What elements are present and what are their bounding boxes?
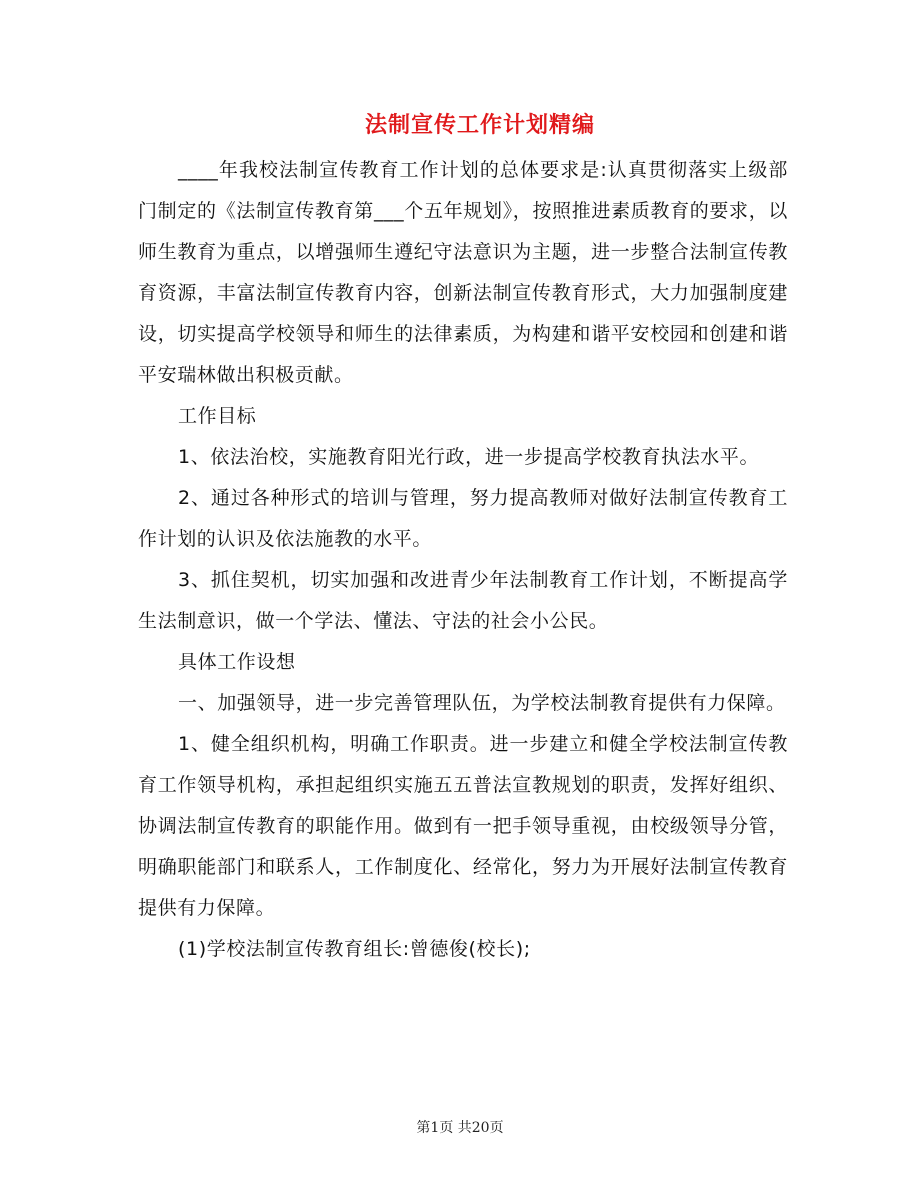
document-body [138,150,788,970]
heading-work-plan: 具体工作设想 [178,651,296,673]
paragraph-subitem-1: (1)学校法制宣传教育组长:曾德俊(校长); [178,938,531,960]
paragraph-goal-3: 3、抓住契机，切实加强和改进青少年法制教育工作计划，不断提高学生法制意识，做一个学法、懂法、守法的社会小公民。 [138,569,788,632]
page-number: 第1页 共20页 [416,1120,504,1136]
paragraph-section-1: 一、加强领导，进一步完善管理队伍，为学校法制教育提供有力保障。 [178,692,786,714]
paragraph-intro: ____年我校法制宣传教育工作计划的总体要求是:认真贯彻落实上级部门制定的《法制宣传教育第___个五年规划》，按照推进素质教育的要求，以师生教育为重点，以增强师生遵纪守法意识为主题，进一步整合法制宣传教育资源，丰富法制宣传教育内容，创新法制宣传教育形式，大力加强制度建设，切实提高学校领导和师生的法律素质，为构建和谐平安校园和创建和谐平安瑞林做出积极贡献。 [138,159,788,386]
paragraph-goal-1: 1、依法治校，实施教育阳光行政，进一步提高学校教育执法水平。 [178,446,760,468]
heading-work-goals: 工作目标 [178,405,257,427]
document-title: 法制宣传工作计划精编 [364,112,595,138]
paragraph-goal-2: 2、通过各种形式的培训与管理，努力提高教师对做好法制宣传教育工作计划的认识及依法施教的水平。 [138,487,788,550]
paragraph-item-1: 1、健全组织机构，明确工作职责。进一步建立和健全学校法制宣传教育工作领导机构，承担起组织实施五五普法宣教规划的职责，发挥好组织、协调法制宣传教育的职能作用。做到有一把手领导重视，由校级领导分管，明确职能部门和联系人，工作制度化、经常化，努力为开展好法制宣传教育提供有力保障。 [138,733,788,919]
